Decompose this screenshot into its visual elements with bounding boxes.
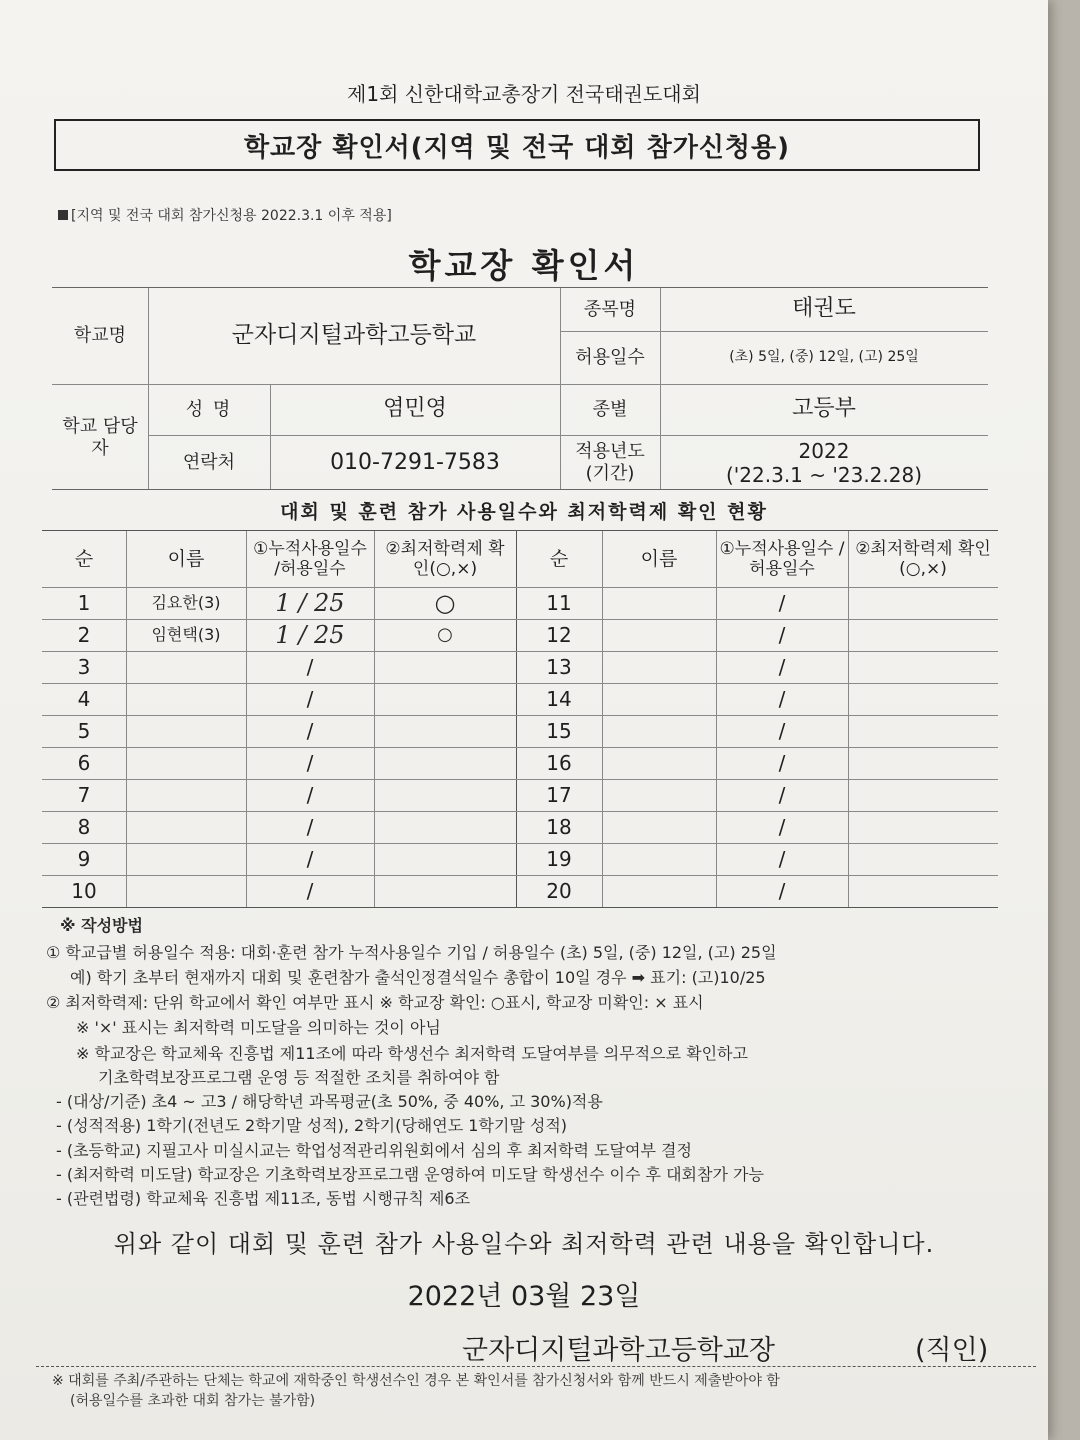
division-label: 종별: [592, 398, 628, 420]
allowed-label: 허용일수: [575, 346, 645, 368]
event-title: 제1회 신한대학교총장기 전국태권도대회: [347, 82, 701, 106]
manager-label: 학교 담당자: [62, 415, 138, 459]
allowed-value: (초) 5일, (중) 12일, (고) 25일: [729, 349, 919, 366]
year-label: 적용년도 (기간): [575, 441, 645, 484]
period-value: ('22.3.1 ~ '23.2.28): [725, 463, 923, 487]
header-no: 순: [74, 547, 94, 570]
row-days: /: [778, 783, 786, 807]
contact-label: 연락처: [182, 452, 236, 474]
form-note: [58, 205, 392, 225]
instruction-line: ② 최저학력제: 단위 학교에서 확인 여부만 표시 ※ 학교장 확인: ○표시, 학교장 미확인: × 표시: [46, 993, 704, 1012]
event-label: 종목명: [583, 298, 637, 320]
footer-note: ※ 대회를 주최/주관하는 단체는 학교에 재학중인 학생선수인 경우 본 확인서를 참가신청서와 함께 반드시 제출받아야 함: [52, 1373, 780, 1389]
info-table: [52, 287, 988, 490]
header-name-right: 이름: [640, 547, 678, 570]
row-number: 7: [77, 783, 91, 807]
form-title: 학교장 확인서(지역 및 전국 대회 참가신청용): [243, 132, 791, 163]
instruction-line: - (관련법령) 학교체육 진흥법 제11조, 동법 시행규칙 제6조: [56, 1189, 471, 1208]
row-days: /: [778, 719, 786, 743]
name-label: 성 명: [185, 398, 233, 420]
row-number: 4: [77, 687, 91, 711]
row-check: ○: [434, 588, 456, 617]
year-cell: [660, 435, 988, 491]
status-heading: 대회 및 훈련 참가 사용일수와 최저학력제 확인 현황: [280, 501, 768, 523]
row-days: /: [778, 655, 786, 679]
row-number: 8: [77, 815, 91, 839]
row-number: 12: [546, 623, 572, 647]
row-days: /: [306, 719, 314, 743]
row-number: 1: [77, 591, 91, 615]
school-value: 군자디지털과학고등학교: [231, 322, 477, 349]
row-number: 20: [546, 879, 572, 903]
row-number: 3: [77, 655, 91, 679]
name-value: 염민영: [383, 396, 447, 422]
row-number: 6: [77, 751, 91, 775]
instructions-heading: ※ 작성방법: [60, 916, 143, 935]
header-no-right: 순: [549, 547, 569, 570]
footer-divider: [36, 1366, 1036, 1367]
principal-signature: 군자디지털과학고등학교장: [462, 1335, 775, 1366]
header-name: 이름: [167, 547, 205, 570]
instruction-line: - (대상/기준) 초4 ~ 고3 / 해당학년 과목평균(초 50%, 중 40%, 고 30%)적용: [56, 1092, 603, 1111]
division-value: 고등부: [792, 396, 856, 422]
instruction-line: ① 학교급별 허용일수 적용: 대회·훈련 참가 누적사용일수 기입 / 허용일수 (초) 5일, (중) 12일, (고) 25일: [46, 943, 777, 962]
row-number: 18: [546, 815, 572, 839]
row-name: 임현택(3): [151, 625, 221, 645]
row-days: /: [778, 687, 786, 711]
row-days: /: [306, 655, 314, 679]
row-number: 2: [77, 623, 91, 647]
instruction-line: - (성적적용) 1학기(전년도 2학기말 성적), 2학기(당해연도 1학기말 성적): [56, 1116, 568, 1135]
row-number: 13: [546, 655, 572, 679]
row-days: /: [306, 783, 314, 807]
instruction-line: 기초학력보장프로그램 운영 등 적절한 조치를 취하여야 함: [98, 1068, 500, 1087]
row-days: /: [778, 751, 786, 775]
row-number: 5: [77, 719, 91, 743]
row-days: /: [306, 879, 314, 903]
row-number: 10: [71, 879, 97, 903]
row-number: 15: [546, 719, 572, 743]
main-title: 학교장 확인서: [408, 246, 640, 285]
row-days: /: [778, 847, 786, 871]
row-number: 17: [546, 783, 572, 807]
row-number: 16: [546, 751, 572, 775]
row-check: ○: [437, 624, 453, 646]
row-days: /: [306, 751, 314, 775]
instruction-line: ※ 학교장은 학교체육 진흥법 제11조에 따라 학생선수 최저학력 도달여부를 의무적으로 확인하고: [76, 1044, 748, 1063]
row-days: 1 / 25: [275, 588, 345, 617]
instruction-line: 예) 학기 초부터 현재까지 대회 및 훈련참가 출석인정결석일수 총합이 10일 경우 ➡ 표기: (고)10/25: [70, 968, 766, 987]
seal-placeholder: (직인): [915, 1335, 989, 1366]
square-bullet-icon: [58, 210, 68, 220]
row-number: 9: [77, 847, 91, 871]
instruction-line: ※ '×' 표시는 최저학력 미도달을 의미하는 것이 아님: [76, 1018, 441, 1037]
row-days: /: [778, 623, 786, 647]
row-days: /: [778, 591, 786, 615]
row-days: 1 / 25: [275, 620, 345, 649]
row-days: /: [306, 815, 314, 839]
header-days: ①누적사용일수 /허용일수: [253, 538, 367, 579]
footer-note-2: (허용일수를 초과한 대회 참가는 불가함): [70, 1393, 316, 1409]
contact-value: 010-7291-7583: [330, 449, 500, 475]
row-days: /: [306, 847, 314, 871]
row-number: 14: [546, 687, 572, 711]
issue-date: 2022년 03월 23일: [407, 1281, 641, 1312]
row-name: 김요한(3): [151, 593, 221, 613]
year-value: 2022: [798, 439, 850, 463]
row-days: /: [306, 687, 314, 711]
row-number: 11: [546, 591, 572, 615]
event-value: 태권도: [792, 296, 856, 322]
row-days: /: [778, 815, 786, 839]
school-label: 학교명: [73, 325, 127, 347]
confirmation-statement: 위와 같이 대회 및 훈련 참가 사용일수와 최저학력 관련 내용을 확인합니다.: [113, 1230, 935, 1258]
row-days: /: [778, 879, 786, 903]
header-min-right: ②최저학력제 확인(○,×): [855, 538, 991, 579]
row-number: 19: [546, 847, 572, 871]
form-note-text: [지역 및 전국 대회 참가신청용 2022.3.1 이후 적용]: [71, 208, 392, 224]
participants-table: [42, 530, 998, 908]
instruction-line: - (최저학력 미도달) 학교장은 기초학력보장프로그램 운영하여 미도달 학생선수 이수 후 대회참가 가능: [56, 1165, 764, 1184]
form-title-box: [54, 119, 980, 171]
header-days-right: ①누적사용일수 /허용일수: [719, 538, 845, 579]
instruction-line: - (초등학교) 지필고사 미실시교는 학업성적관리위원회에서 심의 후 최저학력 도달여부 결정: [56, 1141, 692, 1160]
header-min: ②최저학력제 확인(○,×): [385, 538, 505, 579]
